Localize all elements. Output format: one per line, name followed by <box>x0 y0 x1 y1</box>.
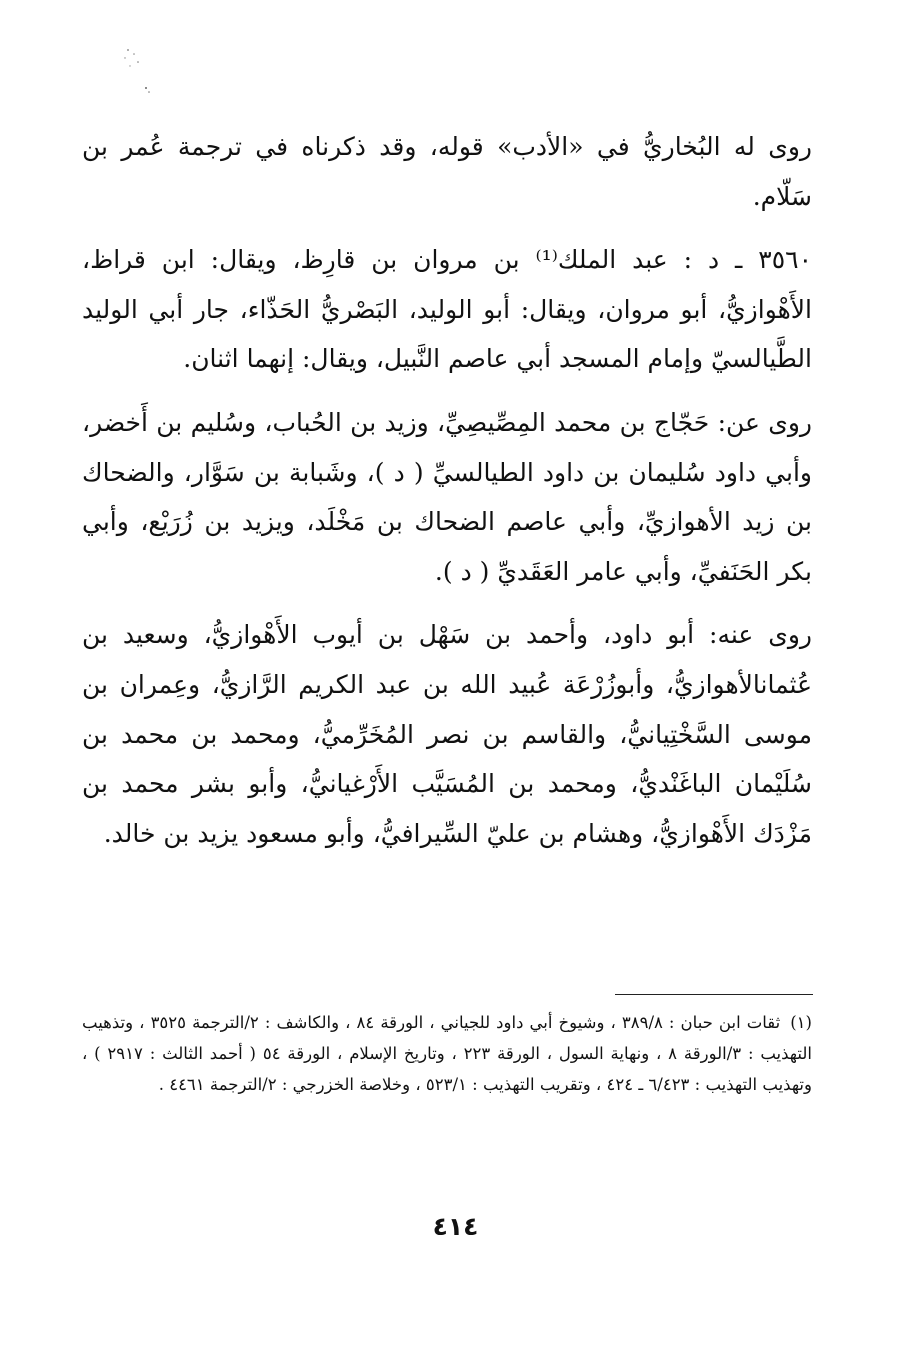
footnotes <box>82 1008 812 1100</box>
footnote-1 <box>82 1008 812 1100</box>
paragraph-narrated-from: روى عن: حَجّاج بن محمد المِصِّيصِيِّ، وزيد بن الحُباب، وسُليم بن أَخضر، وأبي داود سُليمان بن داود الطيالسيِّ ( د )، وشَبابة بن سَوَّار، والضحاك بن زيد الأهوازيِّ، وأبي عاصم الضحاك بن مَخْلَد، ويزيد بن زُرَيْع، وأبي بكر الحَنَفيِّ، وأبي عامر العَقَديِّ ( د ). <box>82 407 812 586</box>
paragraph-intro: روى له البُخاريُّ في «الأدب» قوله، وقد ذكرناه في ترجمة عُمر بن سَلّام. <box>82 132 812 211</box>
footnote-divider <box>615 994 813 995</box>
footnote-text: ثقات ابن حبان : ٣٨٩/٨ ، وشيوخ أبي داود للجياني ، الورقة ٨٤ ، والكاشف : ٢/الترجمة ٣٥٢٥ ، وتذهيب التهذيب : ٣/الورقة ٨ ، ونهاية السول ، الورقة ٢٢٣ ، وتاريخ الإسلام ، الورقة ٥٤ ( أحمد الثالث : ٢٩١٧ ) ، وتهذيب التهذيب : ٦/٤٢٣ ـ ٤٢٤ ، وتقريب التهذيب : ٥٢٣/١ ، وخلاصة الخزرجي : ٢/الترجمة ٤٤٦١ . <box>82 1013 812 1094</box>
paragraph-entry-heading: ٣٥٦٠ ـ د : عبد الملك⁽¹⁾ بن مروان بن قارِظ، ويقال: ابن قراظ، الأَهْوازيُّ، أبو مروان، ويقال: أبو الوليد، البَصْريُّ الحَذّاء، جار أبي الوليد الطَّيالسيّ وإمام المسجد أبي عاصم النَّبيل، ويقال: إنهما اثنان. <box>82 245 812 374</box>
footnote-marker: (١) <box>790 1013 812 1032</box>
paragraph-narrated-by: روى عنه: أبو داود، وأحمد بن سَهْل بن أيوب الأَهْوازيُّ، وسعيد بن عُثمانالأهوازيُّ، وأبوزُرْعَة عُبيد الله بن عبد الكريم الرَّازيُّ، وعِمران بن موسى السَّخْتِيانيُّ، والقاسم بن نصر المُخَرِّميُّ، ومحمد بن محمد بن سُلَيْمان الباغَنْديُّ، ومحمد بن المُسَيَّب الأَرْغيانيُّ، وأبو بشر محمد بن مَزْدَك الأَهْوازيُّ، وهشام بن عليّ السِّيرافيُّ، وأبو مسعود يزيد بن خالد. <box>82 620 812 848</box>
main-text <box>82 122 812 872</box>
scan-specks <box>116 40 166 100</box>
page-number: ٤١٤ <box>432 1212 479 1241</box>
